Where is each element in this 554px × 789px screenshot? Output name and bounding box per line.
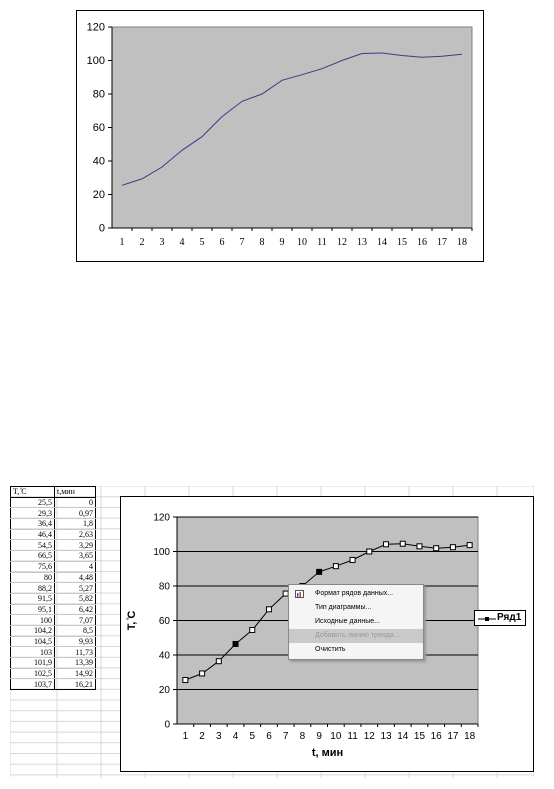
- table-cell[interactable]: 100: [11, 615, 55, 626]
- table-cell[interactable]: 54,5: [11, 540, 55, 551]
- data-point: [400, 541, 405, 546]
- table-cell[interactable]: 13,39: [55, 658, 96, 669]
- y-tick-label: 100: [153, 547, 170, 558]
- table-row: [11, 583, 96, 594]
- data-point: [317, 569, 322, 574]
- x-tick-label: 14: [397, 731, 409, 742]
- data-point: [467, 543, 472, 548]
- table-cell[interactable]: 104,2: [11, 625, 55, 636]
- table-cell[interactable]: 8,5: [55, 625, 96, 636]
- table-cell[interactable]: 36,4: [11, 519, 55, 530]
- x-tick-label: 16: [417, 237, 427, 248]
- chart-legend[interactable]: [474, 610, 526, 626]
- table-row: [11, 551, 96, 562]
- x-tick-label: 3: [216, 731, 222, 742]
- x-tick-label: 6: [266, 731, 272, 742]
- x-tick-label: 3: [159, 237, 165, 248]
- table-row: [11, 529, 96, 540]
- x-tick-label: 13: [380, 731, 392, 742]
- x-tick-label: 17: [437, 237, 447, 248]
- table-cell[interactable]: 16,21: [55, 679, 96, 690]
- table-cell[interactable]: 101,9: [11, 658, 55, 669]
- table-row: [11, 658, 96, 669]
- y-tick-label: 100: [86, 55, 105, 67]
- data-point: [384, 542, 389, 547]
- y-tick-label: 60: [92, 122, 105, 134]
- table-row: [11, 604, 96, 615]
- menu-item-chart-type[interactable]: [289, 601, 423, 615]
- data-point: [200, 671, 205, 676]
- x-tick-label: 8: [259, 237, 265, 248]
- table-row: [11, 668, 96, 679]
- x-tick-label: 7: [282, 731, 289, 742]
- table-row: [11, 519, 96, 530]
- legend-label: Ряд1: [497, 612, 522, 623]
- x-tick-label: 13: [357, 237, 367, 248]
- table-cell[interactable]: 2,63: [55, 529, 96, 540]
- table-cell[interactable]: 5,82: [55, 593, 96, 604]
- menu-item-source-data[interactable]: [289, 615, 423, 629]
- x-tick-label: 10: [297, 237, 307, 248]
- chart-1: [77, 11, 483, 261]
- table-row: [11, 636, 96, 647]
- data-point: [450, 545, 455, 550]
- table-header-cell[interactable]: T, ̊С: [11, 487, 55, 498]
- table-header-cell[interactable]: t,мин: [55, 487, 96, 498]
- table-cell[interactable]: 0,97: [55, 508, 96, 519]
- y-axis-title: T, ̊С: [126, 610, 138, 631]
- table-cell[interactable]: 9,93: [55, 636, 96, 647]
- x-tick-label: 12: [337, 237, 347, 248]
- y-tick-label: 80: [158, 581, 170, 593]
- x-tick-label: 11: [347, 731, 358, 742]
- data-point: [434, 546, 439, 551]
- table-row: [11, 508, 96, 519]
- table-cell[interactable]: 66,5: [11, 551, 55, 562]
- table-cell[interactable]: 102,5: [11, 668, 55, 679]
- table-row: [11, 625, 96, 636]
- menu-item-label: Исходные данные...: [315, 618, 380, 625]
- x-tick-label: 15: [397, 237, 407, 248]
- x-tick-label: 12: [363, 731, 375, 742]
- x-axis-title: t, мин: [311, 747, 344, 759]
- table-cell[interactable]: 4,48: [55, 572, 96, 583]
- x-tick-label: 9: [279, 237, 285, 248]
- table-row: [11, 497, 96, 508]
- data-point: [250, 627, 255, 632]
- context-menu[interactable]: [288, 584, 424, 660]
- x-tick-label: 9: [316, 731, 322, 742]
- spreadsheet-area: [10, 486, 534, 778]
- y-tick-label: 60: [158, 616, 170, 627]
- x-tick-label: 1: [119, 237, 125, 248]
- x-tick-label: 14: [377, 237, 387, 248]
- legend-marker-icon: [477, 612, 497, 626]
- table-cell[interactable]: 46,4: [11, 529, 55, 540]
- menu-item-label: Формат рядов данных...: [315, 590, 394, 597]
- table-row: [11, 679, 96, 690]
- y-tick-label: 40: [92, 155, 105, 168]
- x-tick-label: 2: [139, 237, 145, 248]
- x-tick-label: 10: [330, 731, 342, 742]
- table-row: [11, 540, 96, 551]
- format-series-icon: [295, 590, 304, 598]
- menu-item-label: Добавить линию тренда...: [315, 632, 400, 639]
- chart-1-frame: [76, 10, 484, 262]
- table-cell[interactable]: 0: [55, 497, 96, 508]
- table-cell[interactable]: 103: [11, 647, 55, 658]
- data-table: [10, 486, 96, 690]
- x-tick-label: 5: [249, 731, 256, 742]
- x-tick-label: 18: [464, 731, 476, 742]
- y-tick-label: 20: [92, 189, 105, 201]
- table-row: [11, 572, 96, 583]
- menu-item-add-trendline[interactable]: [289, 629, 423, 643]
- data-point: [417, 544, 422, 549]
- table-header-row: [11, 487, 96, 498]
- table-row: [11, 561, 96, 572]
- table-cell[interactable]: 95,1: [11, 604, 55, 615]
- data-point: [233, 641, 238, 646]
- x-tick-label: 8: [299, 731, 306, 742]
- table-row: [11, 593, 96, 604]
- menu-item-label: Очистить: [315, 646, 346, 653]
- menu-item-label: Тип диаграммы...: [315, 604, 372, 611]
- table-cell[interactable]: 4: [55, 561, 96, 572]
- table-cell[interactable]: 88,2: [11, 583, 55, 594]
- x-tick-label: 1: [182, 731, 189, 742]
- table-cell[interactable]: 6,42: [55, 604, 96, 615]
- table-cell[interactable]: 5,27: [55, 583, 96, 594]
- data-point: [350, 557, 355, 562]
- table-cell[interactable]: 29,3: [11, 508, 55, 519]
- y-tick-label: 80: [92, 88, 105, 101]
- table-cell[interactable]: 14,92: [55, 668, 96, 679]
- table-cell[interactable]: 7,07: [55, 615, 96, 626]
- table-cell[interactable]: 11,73: [55, 647, 96, 658]
- table-row: [11, 615, 96, 626]
- y-tick-label: 0: [164, 719, 170, 731]
- y-tick-label: 40: [158, 650, 170, 662]
- table-cell[interactable]: 91,5: [11, 593, 55, 604]
- table-cell[interactable]: 80: [11, 572, 55, 583]
- table-cell[interactable]: 25,5: [11, 497, 55, 508]
- x-tick-label: 2: [199, 731, 205, 742]
- data-point: [367, 549, 372, 554]
- menu-item-clear[interactable]: [289, 643, 423, 657]
- x-tick-label: 4: [179, 237, 185, 248]
- y-tick-label: 120: [153, 512, 170, 524]
- table-cell[interactable]: 3,65: [55, 551, 96, 562]
- table-cell[interactable]: 75,6: [11, 561, 55, 572]
- x-tick-label: 11: [317, 237, 327, 248]
- x-tick-label: 7: [239, 237, 245, 248]
- x-tick-label: 17: [447, 731, 459, 742]
- x-tick-label: 6: [219, 237, 225, 248]
- data-point: [333, 564, 338, 569]
- data-point: [266, 607, 271, 612]
- data-point: [216, 659, 221, 664]
- y-tick-label: 20: [158, 685, 170, 696]
- table-cell[interactable]: 104,5: [11, 636, 55, 647]
- y-tick-label: 0: [98, 222, 105, 235]
- table-cell[interactable]: 3,29: [55, 540, 96, 551]
- x-tick-label: 18: [457, 237, 467, 248]
- table-row: [11, 647, 96, 658]
- x-tick-label: 4: [232, 731, 239, 742]
- y-tick-label: 120: [86, 21, 105, 34]
- x-tick-label: 15: [413, 731, 426, 742]
- menu-item-format-series[interactable]: [289, 587, 423, 601]
- data-point: [183, 678, 188, 683]
- table-cell[interactable]: 1,8: [55, 519, 96, 530]
- x-tick-label: 16: [430, 731, 442, 742]
- x-tick-label: 5: [199, 237, 205, 248]
- table-cell[interactable]: 103,7: [11, 679, 55, 690]
